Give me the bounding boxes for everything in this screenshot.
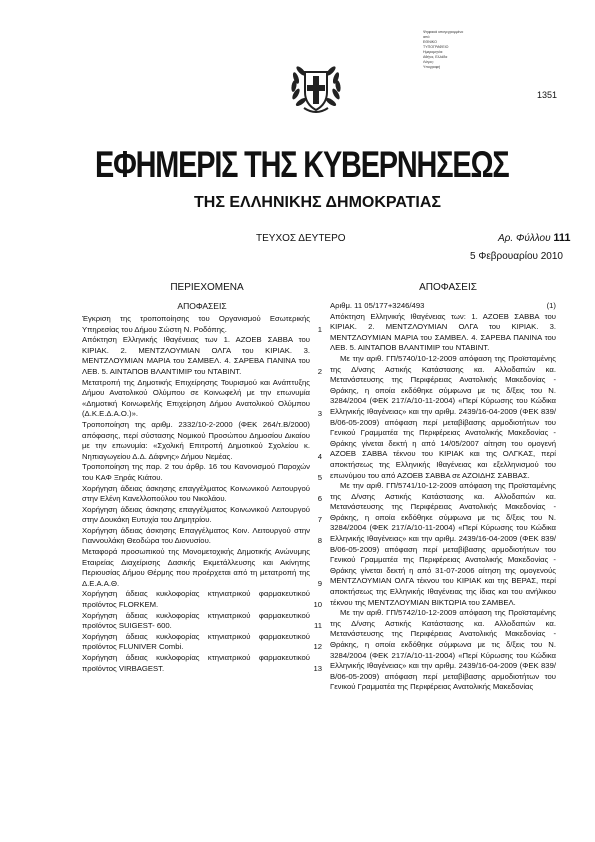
toc-entry-page: 5 bbox=[317, 472, 322, 482]
stamp-line: ΕΘΝΙΚΟ bbox=[423, 40, 437, 44]
toc-entry[interactable] bbox=[82, 653, 322, 674]
issue-series: ΤΕΥΧΟΣ ΔΕΥΤΕΡΟ bbox=[256, 233, 346, 244]
toc-entry-page: 7 bbox=[317, 515, 322, 525]
toc-entry[interactable] bbox=[82, 484, 322, 505]
toc-entry-text: Χορήγηση άδειας κυκλοφορίας κτηνιατρικού φαρμακευτικού προϊόντος FLORKEM. bbox=[82, 589, 310, 610]
decision-number: Αριθμ. 11 05/177+3246/493 bbox=[330, 301, 425, 310]
coat-of-arms-icon bbox=[286, 60, 346, 120]
toc-entry-text: Χορήγηση άδειας κυκλοφορίας κτηνιατρικού φαρμακευτικού προϊόντος VIRBAGEST. bbox=[82, 653, 310, 673]
toc-entry-text: Απόκτηση Ελληνικής Ιθαγένειας των 1. ΑΖΟΕΒ ΣΑΒΒΑ του ΚΙΡΙΑΚ. 2. ΜΕΝΤΖΛΟΥΜΙΑΝ ΟΛΓΑ του ΚΙΡΙΑΚ. 3. ΜΕΝΤΖΛΟΥΜΙΑΝ ΜΑΡΙΑ του ΣΑΜΒΕΛ. 4. ΣΑΡΕΒΑ ΠΑΝΙΝΑ του ΛΕΒ. 5. ΑΙΝΤΑΠΟΒ ΒΛΑΝΤΙΜΙΡ του ΝΤΑΒΙΝΤ. bbox=[82, 335, 310, 376]
decision-paragraph: Με την αριθ. ΓΠ/5740/10-12-2009 απόφαση της Προϊσταμένης της Δ/νσης Αστικής Κατάστασης κα. Αλλοδαπών κα. Μετανάστευσης της Περιφέρειας Ανατολικής Μακεδονίας - Θράκης, η οποία εκδόθηκε σύμφωνα με τις δ/ξεις του Ν. 3284/2004 (ΦΕΚ 217/Α/10-11-2004) «Περί Κύρωσης του Κώδικα Ελληνικής Ιθαγένειας» και την αριθμ. 2439/16-04-2009 (ΦΕΚ 839/Β/06-05-2009) απόφαση περί μεταβίβασης αρμοδιοτήτων του Γενικού Γραμματέα της Περιφέρειας Ανατολικής Μακεδονίας - Θράκης γίνεται δεκτή η από 14/05/2007 αίτηση του ομογενή ΑΖΟΕΒ ΣΑΒΒΑ τέκνου του ΚΙΡΙΑΚ και της ΟΛΓΚΑΣ, περί αποκτήσεως της Ελληνικής Ιθαγένειας και εξελληνισμού του επωνύμου του από ΑΖΟΕΒ ΣΑΒΒΑ σε ΑΖΟΙΔΗΣ ΣΑΒΒΑΣ. bbox=[330, 353, 556, 480]
decision-paragraph: Με την αριθ. ΓΠ/5741/10-12-2009 απόφαση της Προϊσταμένης της Δ/νσης Αστικής Κατάστασης κα. Αλλοδαπών κα. Μετανάστευσης της Περιφέρειας Ανατολικής Μακεδονίας - Θράκης, η οποία εκδόθηκε σύμφωνα με τις δ/ξεις του Ν. 3284/2004 (ΦΕΚ 217/Α/10-11-2004) «Περί Κύρωσης του Κώδικα Ελληνικής Ιθαγένειας» και την αριθμ. 2439/16-04-2009 (ΦΕΚ 839/Β/06-05-2009) απόφαση περί μεταβίβασης αρμοδιοτήτων του Γενικού Γραμματέα της Περιφέρειας Ανατολικής Μακεδονίας - Θράκης γίνεται δεκτή η από 31-07-2006 αίτηση της ομογενούς ΜΕΝΤΖΛΟΥΜΙΑΝ ΟΛΓΑ τέκνου του ΚΙΡΙΑΚ και της ΒΕΡΑΣ, περί αποκτήσεως της Ελληνικής Ιθαγένειας της ίδιας και του ανήλικου τέκνου της ΜΕΝΤΖΛΟΥΜΙΑΝ ΒΙΚΤΩΡΙΑ του ΣΑΜΒΕΛ. bbox=[330, 481, 556, 607]
toc-entry-page: 2 bbox=[317, 366, 322, 376]
toc-entry-page: 12 bbox=[313, 642, 322, 652]
issue-date: 5 Φεβρουαρίου 2010 bbox=[470, 251, 563, 262]
stamp-line: Λόγος: bbox=[423, 60, 434, 64]
toc-entry[interactable] bbox=[82, 589, 322, 610]
decision-paragraph: Με την αριθ. ΓΠ/5742/10-12-2009 απόφαση της Προϊσταμένης της Δ/νσης Αστικής Κατάστασης κα. Αλλοδαπών κα. Μετανάστευσης της Περιφέρειας Ανατολικής Μακεδονίας - Θράκης, η οποία εκδόθηκε σύμφωνα με τις δ/ξεις του Ν. 3284/2004 (ΦΕΚ 217/Α/10-11-2004) «Περί Κύρωσης του Κώδικα Ελληνικής Ιθαγένειας» και την αριθμ. 2439/16-04-2009 (ΦΕΚ 839/Β/06-05-2009) απόφαση περί μεταβίβασης αρμοδιοτήτων του Γενικού Γραμματέα της Περιφέρειας Ανατολικής Μακεδονίας bbox=[330, 608, 556, 692]
toc-entry[interactable] bbox=[82, 632, 322, 653]
sheet-number-value: 111 bbox=[553, 232, 571, 244]
toc-entry-text: Χορήγηση άδειας άσκησης επαγγέλματος Κοινωνικού Λειτουργού στην Ελένη Κανελλοπούλου του Νικολάου. bbox=[82, 483, 310, 504]
toc-entry-text: Χορήγηση άδειας άσκησης επαγγέλματος Κοινωνικού Λειτουργού στην Δουκάκη Ευτυχία του Δημητρίου. bbox=[82, 504, 310, 525]
toc-entry-page: 10 bbox=[313, 600, 322, 610]
toc-entry[interactable] bbox=[82, 420, 322, 462]
toc-entry-page: 8 bbox=[317, 536, 322, 546]
decision-title: Απόκτηση Ελληνικής Ιθαγένειας των: 1. ΑΖΟΕΒ ΣΑΒΒΑ του ΚΙΡΙΑΚ. 2. ΜΕΝΤΖΛΟΥΜΙΑΝ ΟΛΓΑ του ΚΙΡΙΑΚ. 3. ΜΕΝΤΖΛΟΥΜΙΑΝ ΜΑΡΙΑ του ΣΑΜΒΕΛ. 4. ΣΑΡΕΒΑ ΠΑΝΙΝΑ του ΛΕΒ. 5. ΑΙΝΤΑΠΟΒ ΒΛΑΝΤΙΜΙΡ του ΝΤΑΒΙΝΤ. bbox=[330, 311, 556, 353]
stamp-line: Ψηφιακά υπογεγραμμένο bbox=[423, 30, 464, 34]
toc-entry[interactable] bbox=[82, 335, 322, 377]
toc-entry[interactable] bbox=[82, 611, 322, 632]
toc-entry-text: Έγκριση της τροποποίησης του Οργανισμού Εσωτερικής Υπηρεσίας του Δήμου Σώστη Ν. Ροδόπης. bbox=[82, 314, 310, 334]
stamp-line: Ημερομηνία: bbox=[423, 50, 444, 54]
stamp-line: Αθήνα, Ελλάδα bbox=[423, 55, 448, 59]
toc-entry[interactable] bbox=[82, 526, 322, 547]
toc-entry[interactable] bbox=[82, 314, 322, 335]
toc-entry-text: Τροποποίηση της αριθμ. 2332/10-2-2000 (ΦΕΚ 264/τ.Β/2000) απόφασης, περί σύστασης Νομικού Προσώπου Δημοσίου Δικαίου με την επωνυμία: «Σχολική Επιτροπή Δημοτικού Σχολείου κ. Νηπιαγωγείου Δ.Δ. Δάφνης» Δήμου Νεμέας. bbox=[82, 419, 310, 461]
toc-entry[interactable] bbox=[82, 505, 322, 526]
toc-entry-text: Μεταφορά προσωπικού της Μονομετοχικής Δημοτικής Ανώνυμης Εταιρείας Διαχείρισης Δασικής Εκμετάλλευσης και Ακίνητης Περιουσίας Δήμου Θέρμης που προέρχεται από τη μετατροπή της Δ.Ε.Α.Α.Θ. bbox=[82, 547, 310, 588]
toc-entry-page: 9 bbox=[317, 578, 322, 588]
table-of-contents bbox=[82, 281, 322, 674]
toc-entry-page: 6 bbox=[317, 494, 322, 504]
digital-signature-stamp bbox=[423, 30, 523, 70]
toc-entry-page: 4 bbox=[317, 451, 322, 461]
toc-entry-page: 13 bbox=[313, 663, 322, 673]
toc-entry[interactable] bbox=[82, 547, 322, 589]
toc-entry[interactable] bbox=[82, 378, 322, 420]
decisions-column bbox=[330, 281, 556, 693]
gazette-title: ΕΦΗΜΕΡΙΣ ΤΗΣ ΚΥΒΕΡΝΗΣΕΩΣ bbox=[95, 144, 509, 185]
gazette-subtitle: ΤΗΣ ΕΛΛΗΝΙΚΗΣ ΔΗΜΟΚΡΑΤΙΑΣ bbox=[194, 194, 441, 211]
stamp-line: ΤΥΠΟΓΡΑΦΕΙΟ bbox=[423, 45, 449, 49]
toc-entry-text: Μετατροπή της Δημοτικής Επιχείρησης Τουρισμού και Ανάπτυξης Δήμου Ανατολικού Ολύμπου σε Κοινωφελή με την επωνυμία «Δημοτική Κοινωφελής Επιχείρηση Δήμου Ανατολικού Ολύμπου (Δ.Κ.Ε.Δ.Α.Ο.)». bbox=[82, 377, 310, 419]
toc-entry-text: Χορήγηση άδειας άσκησης Επαγγέλματος Κοιν. Λειτουργού στην Γιαννουλάκη Θεοδώρα του Διονυσίου. bbox=[82, 525, 310, 546]
decision-index: (1) bbox=[546, 301, 556, 310]
toc-entry-text: Χορήγηση άδειας κυκλοφορίας κτηνιατρικού φαρμακευτικού προϊόντος FLUNIVER Combi. bbox=[82, 631, 310, 652]
decision-number-line bbox=[330, 301, 556, 312]
page-number: 1351 bbox=[537, 90, 558, 100]
toc-entry-text: Τροποποίηση της παρ. 2 του άρθρ. 16 του Κανονισμού Παροχών του ΚΑΦ Ξηράς Κιάτου. bbox=[82, 462, 310, 482]
stamp-line: Υπογραφή bbox=[423, 65, 441, 69]
toc-entry[interactable] bbox=[82, 462, 322, 483]
decisions-heading: ΑΠΟΦΑΣΕΙΣ bbox=[419, 282, 477, 293]
toc-entry-page: 3 bbox=[317, 409, 322, 419]
sheet-number-label: Αρ. Φύλλου bbox=[498, 233, 551, 244]
toc-entry-page: 11 bbox=[314, 621, 322, 631]
stamp-line: από bbox=[423, 35, 430, 39]
contents-section-label: ΑΠΟΦΑΣΕΙΣ bbox=[177, 301, 227, 311]
sheet-number bbox=[498, 232, 571, 244]
contents-heading: ΠΕΡΙΕΧΟΜΕΝΑ bbox=[170, 282, 244, 293]
toc-entry-page: 1 bbox=[317, 324, 322, 334]
toc-entry-text: Χορήγηση άδειας κυκλοφορίας κτηνιατρικού φαρμακευτικού προϊόντος SUIGEST- 600. bbox=[82, 610, 310, 631]
